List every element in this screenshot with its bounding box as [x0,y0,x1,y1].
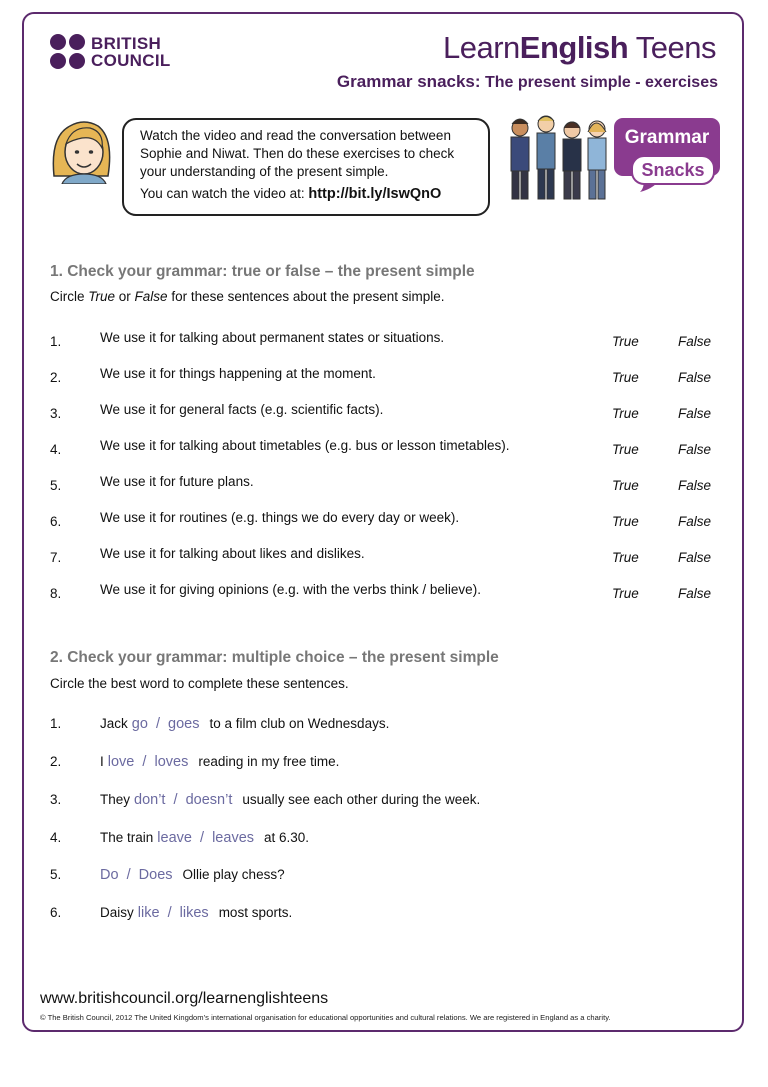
sentence-end: to a film club on Wednesdays. [209,716,390,731]
sentence [100,830,309,846]
statement-text: We use it for general facts (e.g. scientific facts). [100,402,384,417]
sophie-avatar-icon [46,116,122,184]
statement-text: We use it for talking about permanent states or situations. [100,330,445,345]
item-number: 4. [50,830,62,845]
sentence-end: most sports. [218,905,293,920]
page-title [337,72,718,92]
item-number: 8. [50,586,62,601]
footer-url[interactable]: www.britishcouncil.org/learnenglishteens [40,990,329,1007]
sentence-start: Daisy [100,905,134,920]
true-false-row [50,510,720,530]
s1-inst-c: for these sentences about the present simple. [167,289,445,304]
sentence [100,867,285,883]
false-option[interactable]: False [678,550,712,565]
sentence-end: at 6.30. [264,830,310,845]
true-option[interactable]: True [612,586,639,601]
word-choice[interactable]: go / goes [131,716,200,732]
sentence-end: usually see each other during the week. [242,792,481,807]
sentence [100,792,480,808]
multiple-choice-row [50,716,720,736]
true-false-row [50,474,720,494]
badge-line2: Snacks [641,160,705,180]
statement-text: We use it for future plans. [100,474,254,489]
section1-title: 1. Check your grammar: true or false – the present simple [50,263,475,280]
sentence [100,905,292,921]
word-choice[interactable]: leave / leaves [157,830,255,846]
sentence [100,754,339,770]
item-number: 1. [50,716,62,731]
item-number: 7. [50,550,62,565]
true-false-row [50,402,720,422]
item-number: 1. [50,334,62,349]
item-number: 5. [50,867,62,882]
multiple-choice-row [50,867,720,887]
sentence-end: reading in my free time. [198,754,340,769]
statement-text: We use it for talking about likes and dislikes. [100,546,365,561]
word-choice[interactable]: like / likes [137,905,209,921]
multiple-choice-row [50,754,720,774]
statement-text: We use it for talking about timetables (e.g. bus or lesson timetables). [100,438,510,453]
item-number: 2. [50,370,62,385]
false-option[interactable]: False [678,514,712,529]
s1-inst-b: or [115,289,135,304]
item-number: 6. [50,905,62,920]
sentence-start: The train [100,830,154,845]
page-title-topic: The present simple - exercises [480,74,718,91]
logo-line1: BRITISH [91,33,162,53]
logo-line2: COUNCIL [91,50,171,70]
true-false-row [50,366,720,386]
sentence-start: I [100,754,104,769]
false-option[interactable]: False [678,586,712,601]
multiple-choice-row [50,792,720,812]
learnenglish-teens-brand [443,30,716,66]
section2-title: 2. Check your grammar: multiple choice – the present simple [50,649,499,666]
word-choice[interactable]: Do / Does [100,867,173,883]
page-title-series: Grammar snacks: [336,72,481,91]
sentence-start: Jack [100,716,128,731]
statement-text: We use it for routines (e.g. things we do every day or week). [100,510,460,525]
s1-inst-a: Circle [50,289,89,304]
item-number: 5. [50,478,62,493]
true-false-row [50,438,720,458]
true-false-row [50,546,720,566]
false-option[interactable]: False [678,334,712,349]
item-number: 3. [50,792,62,807]
true-option[interactable]: True [612,334,639,349]
sentence-start: They [100,792,131,807]
intro-text: Watch the video and read the conversation between Sophie and Niwat. Then do these exercises to check your understanding of the present simple. [140,128,455,179]
footer-copyright: © The British Council, 2012 The United Kingdom’s international organisation for educational opportunities and cultural relations. We are registered in England as a charity. [40,1013,611,1022]
sentence-end: Ollie play chess? [182,867,285,882]
section1-instruction [50,289,444,304]
logo-dots-icon [50,34,85,69]
true-option[interactable]: True [612,370,639,385]
item-number: 3. [50,406,62,421]
false-option[interactable]: False [678,478,712,493]
false-option[interactable]: False [678,370,712,385]
sentence [100,716,389,732]
true-option[interactable]: True [612,514,639,529]
true-false-row [50,582,720,602]
true-option[interactable]: True [612,550,639,565]
multiple-choice-row [50,830,720,850]
video-link[interactable]: http://bit.ly/IswQnO [308,186,442,202]
brand-learn: Learn [442,30,520,65]
false-option[interactable]: False [678,406,712,421]
badge-line1: Grammar [624,127,710,148]
true-option[interactable]: True [612,442,639,457]
intro-speech-bubble [122,118,490,216]
video-prefix: You can watch the video at: [140,186,309,201]
item-number: 2. [50,754,62,769]
item-number: 4. [50,442,62,457]
section2-instruction: Circle the best word to complete these sentences. [50,676,349,691]
multiple-choice-row [50,905,720,925]
statement-text: We use it for giving opinions (e.g. with the verbs think / believe). [100,582,481,597]
word-choice[interactable]: don’t / doesn’t [134,792,233,808]
british-council-logo [50,34,171,69]
true-option[interactable]: True [612,478,639,493]
video-line [140,185,478,203]
s1-inst-true: True [88,289,116,304]
false-option[interactable]: False [678,442,712,457]
teens-illustration-icon [506,112,612,204]
true-false-row [50,330,720,350]
brand-teens: Teens [628,30,716,65]
brand-english: English [519,30,629,65]
grammar-snacks-badge [612,116,722,194]
word-choice[interactable]: love / loves [107,754,189,770]
item-number: 6. [50,514,62,529]
statement-text: We use it for things happening at the moment. [100,366,376,381]
s1-inst-false: False [134,289,168,304]
true-option[interactable]: True [612,406,639,421]
